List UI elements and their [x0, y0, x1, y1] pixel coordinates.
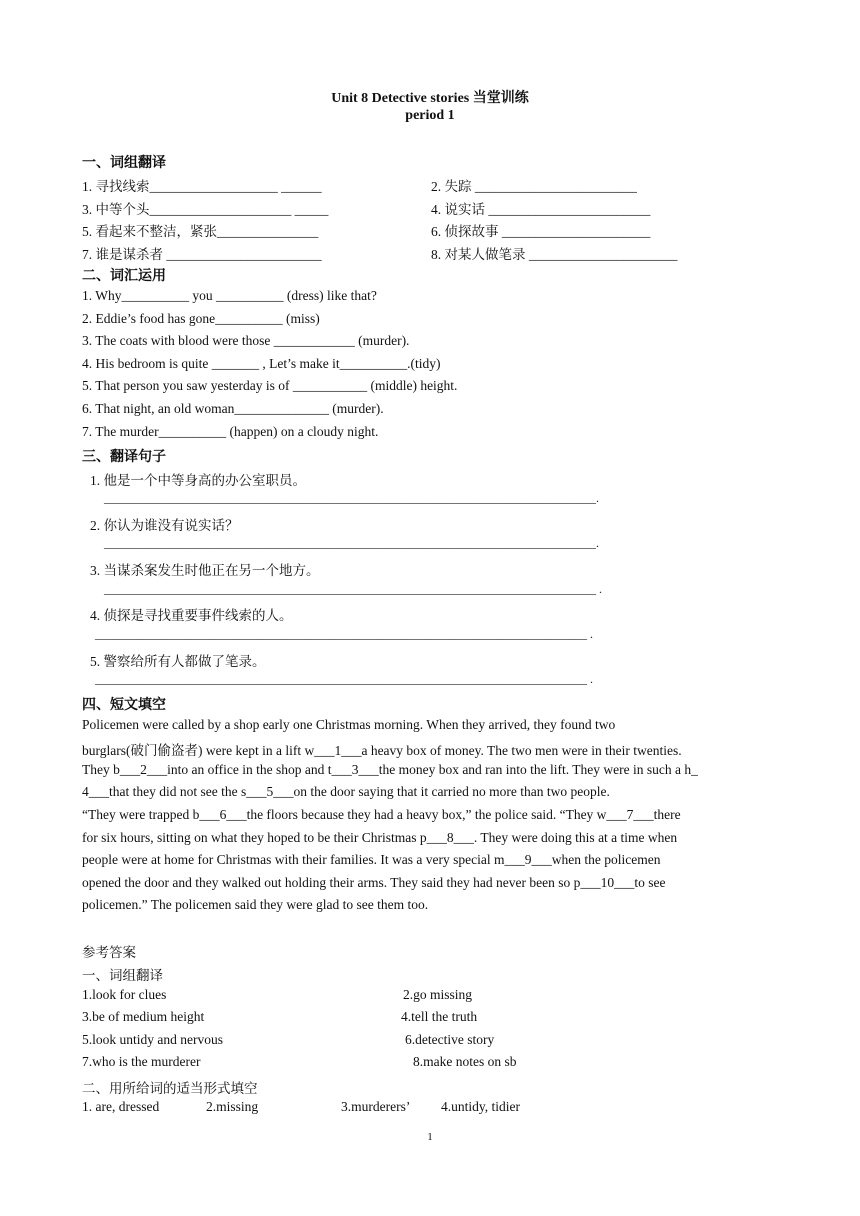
answer-blank: __________________________________________________________________________________ . — [95, 672, 593, 686]
page-number: 1 — [427, 1131, 433, 1143]
answer-item: 5.look untidy and nervous — [82, 1032, 223, 1047]
phrase-item: 3. 中等个头_____________________ _____ — [82, 202, 329, 217]
answer-item: 1.look for clues — [82, 987, 167, 1002]
answer-blank: __________________________________________________________________________________. — [104, 491, 599, 505]
phrase-item: 2. 失踪 ________________________ — [431, 179, 637, 194]
answer-item: 3.murderers’ — [341, 1099, 411, 1114]
phrase-item: 6. 侦探故事 ______________________ — [431, 224, 651, 239]
section4-heading: 四、短文填空 — [82, 698, 166, 713]
answer-item: 4.untidy, tidier — [441, 1099, 520, 1114]
passage-line: Policemen were called by a shop early one Christmas morning. When they arrived, they found two — [82, 717, 616, 732]
answer-item: 8.make notes on sb — [413, 1054, 517, 1069]
translate-question: 5. 警察给所有人都做了笔录。 — [90, 654, 266, 669]
passage-line: people were at home for Christmas with their families. It was a very special m___9___when the policemen — [82, 852, 661, 867]
passage-line: for six hours, sitting on what they hoped to be their Christmas p___8___. They were doing this at a time when — [82, 830, 678, 845]
passage-line: opened the door and they walked out holding their arms. They said they had never been so p___10___to see — [82, 875, 666, 890]
document-subtitle: period 1 — [405, 108, 455, 123]
document-title: Unit 8 Detective stories 当堂训练 — [331, 91, 529, 106]
phrase-item: 5. 看起来不整洁，紧张_______________ — [82, 224, 319, 239]
translate-question: 1. 他是一个中等身高的办公室职员。 — [90, 473, 306, 488]
answer-item: 6.detective story — [405, 1032, 495, 1047]
phrase-item: 8. 对某人做笔录 ______________________ — [431, 247, 678, 262]
answers-sub2: 二、用所给词的适当形式填空 — [82, 1081, 258, 1096]
answer-blank: __________________________________________________________________________________ . — [104, 582, 602, 596]
vocab-item: 3. The coats with blood were those ____________ (murder). — [82, 333, 410, 348]
answer-item: 3.be of medium height — [82, 1009, 205, 1024]
vocab-item: 6. That night, an old woman______________ (murder). — [82, 401, 384, 416]
passage-line: “They were trapped b___6___the floors because they had a heavy box,” the police said. “They w___7___there — [82, 807, 681, 822]
answer-item: 4.tell the truth — [401, 1009, 478, 1024]
answers-sub1: 一、词组翻译 — [82, 968, 163, 983]
phrase-item: 4. 说实话 ________________________ — [431, 202, 651, 217]
translate-question: 2. 你认为谁没有说实话？ — [90, 518, 239, 533]
section1-heading: 一、词组翻译 — [82, 156, 166, 171]
answer-item: 2.go missing — [403, 987, 473, 1002]
vocab-item: 4. His bedroom is quite _______ , Let’s make it__________.(tidy) — [82, 356, 441, 371]
section3-heading: 三、翻译句子 — [82, 450, 166, 465]
translate-question: 4. 侦探是寻找重要事件线索的人。 — [90, 608, 293, 623]
answer-item: 7.who is the murderer — [82, 1054, 201, 1069]
section2-heading: 二、词汇运用 — [82, 269, 166, 284]
answer-blank: __________________________________________________________________________________ . — [95, 627, 593, 641]
phrase-item: 1. 寻找线索___________________ ______ — [82, 179, 322, 194]
phrase-item: 7. 谁是谋杀者 _______________________ — [82, 247, 322, 262]
answer-blank: __________________________________________________________________________________. — [104, 536, 599, 550]
answer-item: 1. are, dressed — [82, 1099, 160, 1114]
passage-line: 4___that they did not see the s___5___on the door saying that it carried no more than two people. — [82, 784, 610, 799]
answers-heading: 参考答案 — [82, 945, 136, 960]
passage-line: burglars(破门偷盗者) were kept in a lift w___1___a heavy box of money. The two men were in their twenties. — [82, 743, 682, 758]
translate-question: 3. 当谋杀案发生时他正在另一个地方。 — [90, 563, 320, 578]
answer-item: 2.missing — [206, 1099, 259, 1114]
vocab-item: 1. Why__________ you __________ (dress) like that? — [82, 288, 377, 303]
passage-line: They b___2___into an office in the shop and t___3___the money box and ran into the lift. They were in such a h_ — [82, 762, 698, 777]
vocab-item: 2. Eddie’s food has gone__________ (miss) — [82, 311, 320, 326]
vocab-item: 5. That person you saw yesterday is of ___________ (middle) height. — [82, 378, 458, 393]
passage-line: policemen.” The policemen said they were glad to see them too. — [82, 897, 429, 912]
vocab-item: 7. The murder__________ (happen) on a cloudy night. — [82, 424, 379, 439]
